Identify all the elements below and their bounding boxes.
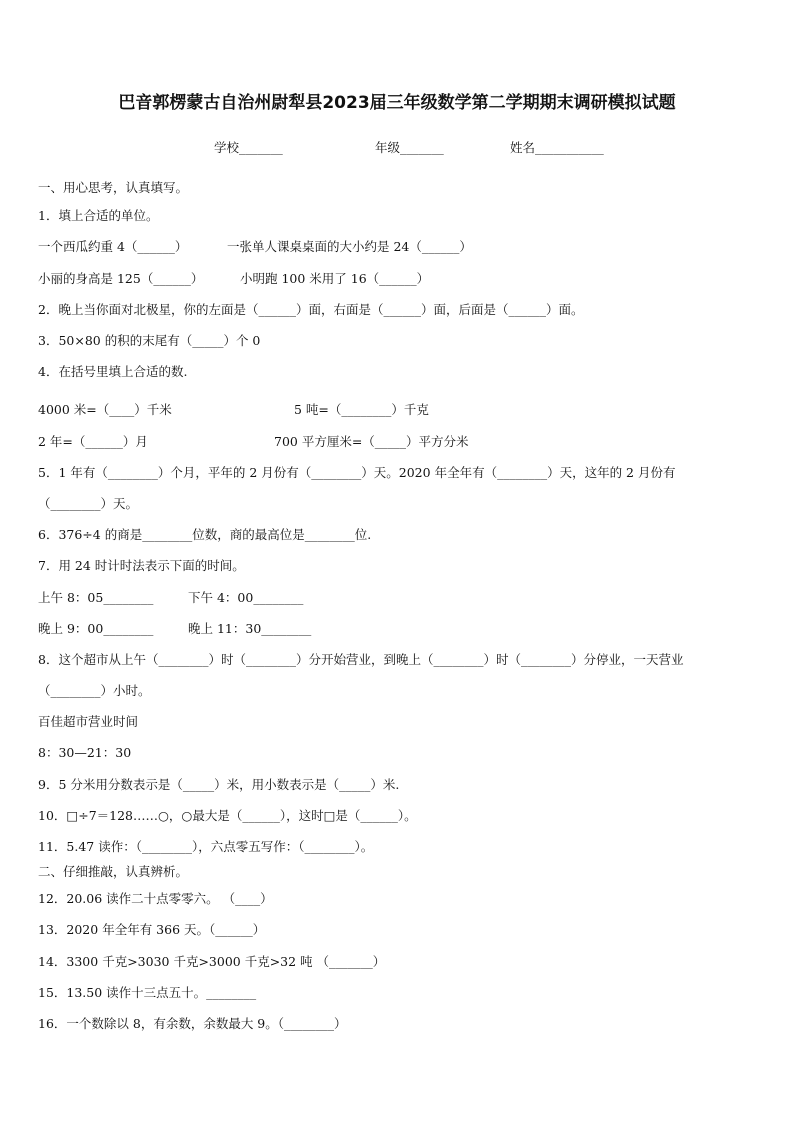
section-2-heading: 二、仔细推敲，认真辨析。 — [38, 864, 189, 879]
question-7: 7．用 24 时计时法表示下面的时间。 — [38, 558, 245, 573]
question-4d: 700 平方厘米=（_____）平方分米 — [274, 434, 469, 449]
question-16: 16．一个数除以 8，有余数，余数最大 9。（________） — [38, 1016, 347, 1031]
question-10: 10．□÷7＝128……○，○最大是（______），这时□是（______）。 — [38, 808, 417, 823]
question-8-caption: 百佳超市营业时间 — [38, 714, 139, 729]
school-field: 学校_______ — [214, 140, 283, 155]
question-7a: 上午 8：05________ — [38, 590, 154, 605]
grade-field: 年级_______ — [375, 140, 444, 155]
question-1b: 一张单人课桌桌面的大小约是 24（______） — [227, 239, 472, 254]
page-title: 巴音郭楞蒙古自治州尉犁县2023届三年级数学第二学期期末调研模拟试题 — [118, 93, 676, 113]
question-6: 6．376÷4 的商是________位数，商的最高位是________位. — [38, 527, 372, 542]
question-11: 11．5.47 读作：（________），六点零五写作：（________）。 — [38, 839, 374, 854]
question-1d: 小明跑 100 米用了 16（______） — [240, 271, 430, 286]
section-1-heading: 一、用心思考，认真填写。 — [38, 180, 189, 195]
question-8-cont: （________）小时。 — [38, 683, 151, 698]
question-1a: 一个西瓜约重 4（______） — [38, 239, 188, 254]
question-3: 3．50×80 的积的末尾有（_____）个 0 — [38, 333, 261, 348]
question-4: 4．在括号里填上合适的数. — [38, 364, 188, 379]
question-7c: 晚上 9：00________ — [38, 621, 154, 636]
question-12: 12．20.06 读作二十点零零六。 （____） — [38, 891, 273, 906]
question-8-hours: 8：30—21：30 — [38, 745, 132, 760]
question-15: 15．13.50 读作十三点五十。________ — [38, 985, 257, 1000]
question-5-cont: （________）天。 — [38, 496, 139, 511]
question-9: 9．5 分米用分数表示是（_____）米，用小数表示是（_____）米. — [38, 777, 400, 792]
question-4a: 4000 米=（____）千米 — [38, 402, 172, 417]
question-14: 14．3300 千克>3030 千克>3000 千克>32 吨 （_______） — [38, 954, 386, 969]
question-1: 1．填上合适的单位。 — [38, 208, 159, 223]
question-1c: 小丽的身高是 125（______） — [38, 271, 204, 286]
question-7d: 晚上 11：30________ — [188, 621, 312, 636]
question-4c: 2 年=（______）月 — [38, 434, 148, 449]
question-13: 13．2020 年全年有 366 天。（______） — [38, 922, 266, 937]
name-field: 姓名___________ — [510, 140, 604, 155]
question-2: 2．晚上当你面对北极星，你的左面是（______）面，右面是（______）面，后面是（______）面。 — [38, 302, 584, 317]
question-7b: 下午 4：00________ — [188, 590, 304, 605]
question-4b: 5 吨=（________）千克 — [294, 402, 429, 417]
question-5: 5．1 年有（________）个月，平年的 2 月份有（________）天。2020 年全年有（________）天，这年的 2 月份有 — [38, 465, 676, 480]
question-8: 8．这个超市从上午（________）时（________）分开始营业，到晚上（________）时（________）分停业，一天营业 — [38, 652, 684, 667]
